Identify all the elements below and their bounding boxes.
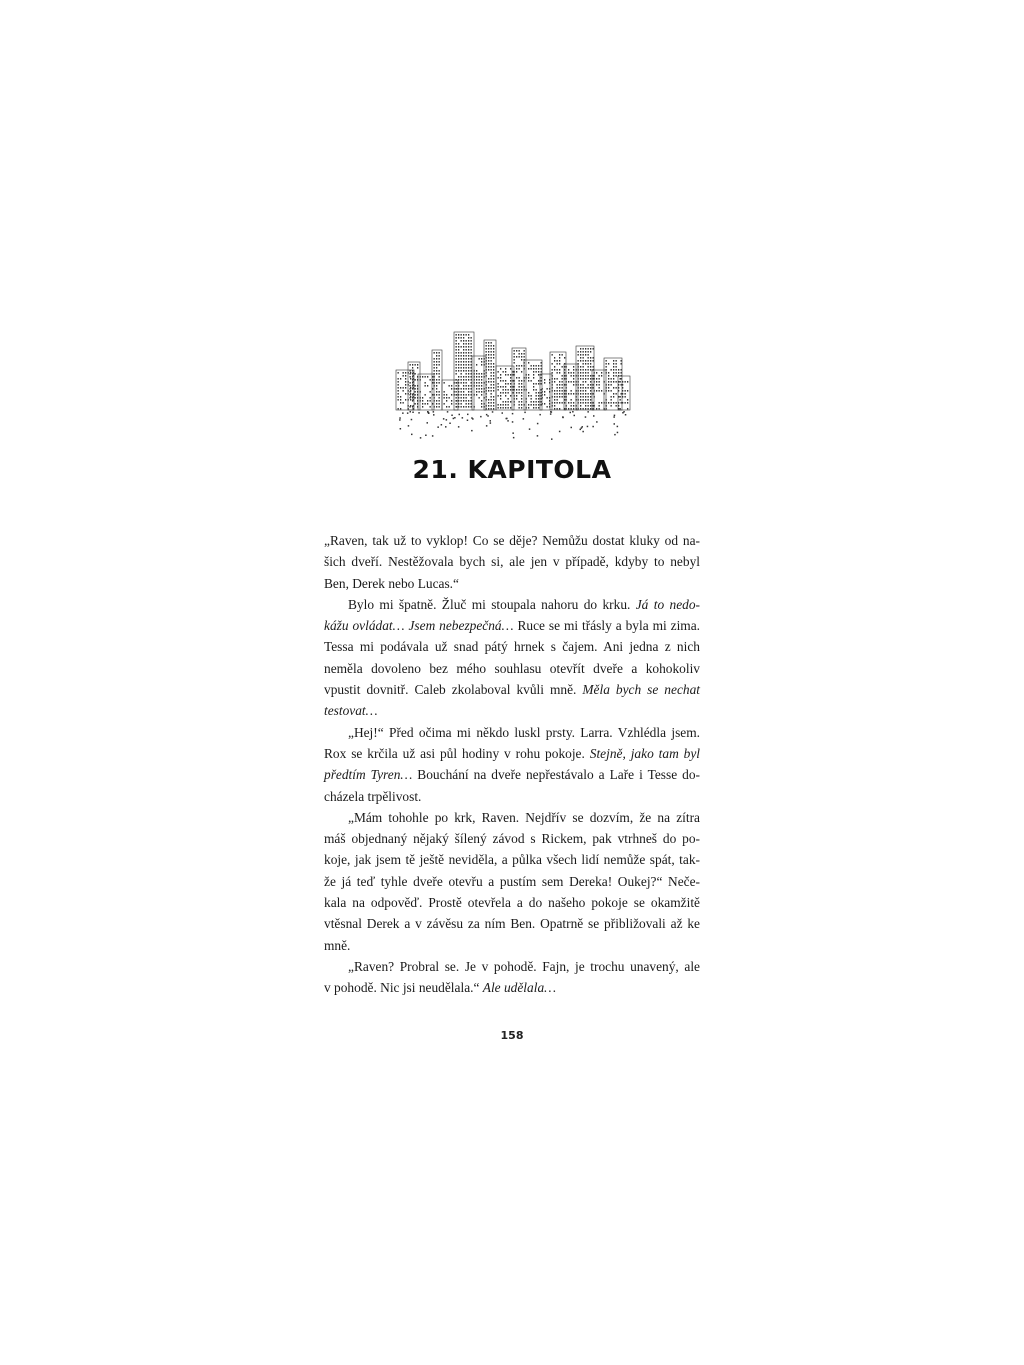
text-segment: Bouchání na dveře nepřestávalo a Laře i Tesse do-	[412, 767, 700, 783]
paragraph	[324, 594, 700, 722]
page-number: 158	[500, 1029, 524, 1042]
text-line	[324, 849, 700, 870]
text-line	[324, 722, 700, 743]
text-line	[324, 786, 700, 807]
text-segment: cházela trpělivost.	[324, 788, 422, 804]
text-segment: máš objednaný nějaký šílený závod s Rickem, pak vtrhneš do po-	[324, 831, 700, 847]
text-line	[324, 913, 700, 934]
text-segment: „Raven? Probral se. Je v pohodě. Fajn, je trochu unavený, ale	[348, 958, 700, 974]
text-segment: kala na odpověď. Prostě otevřela a do našeho pokoje se okamžitě	[324, 895, 700, 911]
text-segment: Ruce se mi třásly a byla mi zima.	[513, 618, 700, 634]
text-line	[324, 530, 700, 551]
text-segment: Bylo mi špatně. Žluč mi stoupala nahoru do krku.	[348, 596, 636, 612]
text-line	[324, 700, 700, 721]
text-line	[324, 892, 700, 913]
text-line	[324, 871, 700, 892]
city-skyline-icon	[388, 330, 636, 440]
text-line	[324, 935, 700, 956]
italic-thought: testovat…	[324, 703, 378, 719]
text-segment: „Hej!“ Před očima mi někdo luskl prsty. Larra. Vzhlédla jsem.	[348, 724, 700, 740]
text-line	[324, 764, 700, 785]
text-line	[324, 615, 700, 636]
text-line	[324, 573, 700, 594]
paragraph	[324, 956, 700, 999]
text-line	[324, 551, 700, 572]
text-line	[324, 743, 700, 764]
text-segment: že já teď tyhle dveře otevřu a pustím sem Dereka! Oukej?“ Neče-	[324, 873, 700, 889]
text-segment: koje, jak jsem tě ještě neviděla, a půlka všech lidí nemůže spát, tak-	[324, 852, 700, 868]
text-line	[324, 807, 700, 828]
italic-thought: předtím Tyren…	[324, 767, 413, 783]
text-segment: Tessa mi podávala už snad pátý hrnek s čajem. Ani jedna z nich	[324, 639, 700, 655]
paragraph	[324, 722, 700, 807]
text-segment: mně.	[324, 937, 351, 953]
text-segment: „Mám tohohle po krk, Raven. Nejdřív se dozvím, že na zítra	[348, 809, 700, 825]
text-segment: šich dveří. Nestěžovala bych si, ale jen v případě, kdyby to nebyl	[324, 554, 700, 570]
italic-thought: kážu ovládat… Jsem nebezpečná…	[324, 618, 514, 634]
building	[496, 366, 514, 410]
paragraph	[324, 530, 700, 594]
text-segment: Rox se krčila už asi půl hodiny v rohu pokoje.	[324, 745, 590, 761]
text-segment: vtěsnal Derek a v závěsu za ním Ben. Opatrně se přibližovali až ke	[324, 916, 700, 932]
text-line	[324, 679, 700, 700]
text-segment: vpustit dovnitř. Caleb zkolaboval kvůli mně.	[324, 682, 583, 698]
italic-thought: Stejně, jako tam byl	[589, 745, 700, 761]
text-segment: v pohodě. Nic jsi neudělala.“	[324, 980, 483, 996]
text-line	[324, 658, 700, 679]
italic-thought: Já to nedo-	[635, 596, 700, 612]
chapter-body	[324, 530, 700, 999]
text-segment: neměla dovoleno bez mého souhlasu otevřít dveře a kohokoliv	[324, 660, 700, 676]
text-line	[324, 956, 700, 977]
text-line	[324, 828, 700, 849]
italic-thought: Měla bych se nechat	[582, 682, 700, 698]
chapter-title: 21. KAPITOLA	[412, 455, 612, 484]
text-line	[324, 636, 700, 657]
paragraph	[324, 807, 700, 956]
text-line	[324, 977, 700, 998]
text-segment: Ben, Derek nebo Lucas.“	[324, 575, 459, 591]
italic-thought: Ale udělala…	[482, 980, 557, 996]
text-line	[324, 594, 700, 615]
text-segment: „Raven, tak už to vyklop! Co se děje? Nemůžu dostat kluky od na-	[324, 533, 700, 548]
